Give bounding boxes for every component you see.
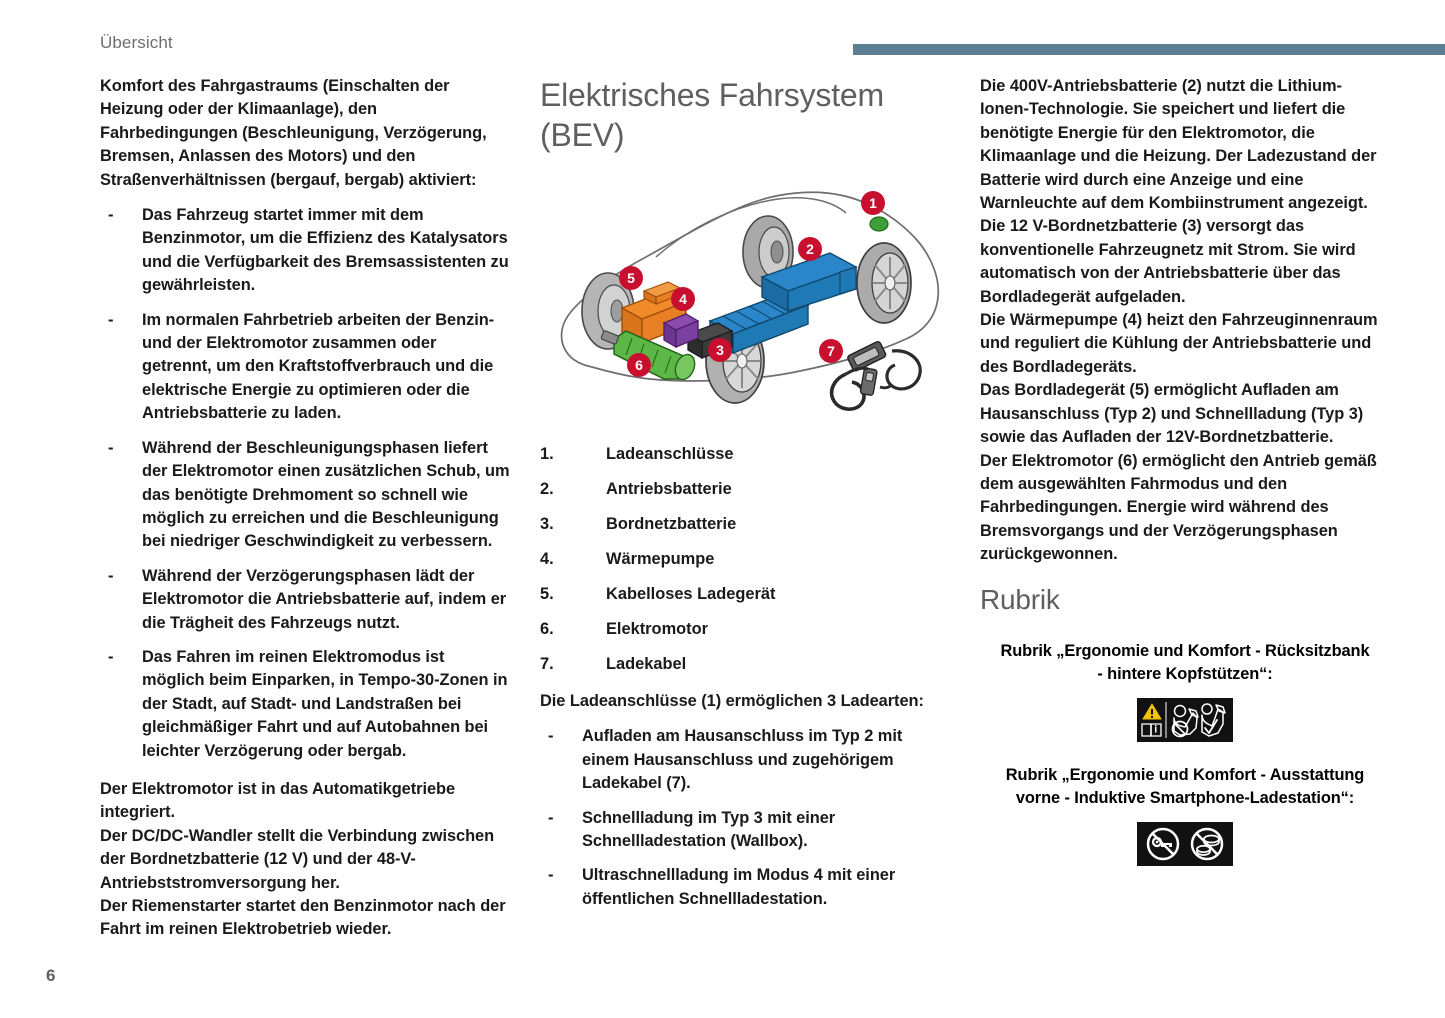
legend-index: 2. (540, 480, 554, 498)
hybrid-behaviour-list (100, 204, 510, 763)
svg-text:3: 3 (716, 342, 724, 358)
closing-paragraph-1: Der Elektromotor ist in das Automatikgetriebe integriert. (100, 779, 456, 822)
para-text-a: Der Elektromotor (980, 451, 1118, 470)
page-columns (100, 75, 1390, 942)
charging-intro-ref: (1) (701, 692, 722, 710)
callout-badge-2 (798, 237, 822, 261)
legend-index: 1. (540, 445, 554, 463)
spacer (980, 567, 1390, 582)
para-text-a: Die Wärmepumpe (980, 311, 1123, 330)
para-ref: (4) (1122, 311, 1143, 330)
list-item (540, 807, 950, 854)
callout-badge-1 (861, 191, 885, 215)
svg-text:4: 4 (679, 291, 687, 307)
left-column (100, 75, 510, 942)
rubrik-block-wireless-charging (980, 764, 1390, 866)
legend-item-6 (540, 618, 950, 640)
charging-intro-text-a: Die Ladeanschlüsse (540, 692, 702, 710)
legend-label: Bordnetzbatterie (606, 515, 737, 533)
charging-mode-text-c: . (686, 774, 691, 793)
svg-text:1: 1 (869, 195, 877, 211)
charging-mode-text-c: ). (797, 832, 808, 851)
legend-label: Antriebsbatterie (606, 480, 732, 498)
callout-badge-6 (627, 353, 651, 377)
callout-badge-3 (708, 338, 732, 362)
vehicle-diagram-svg (540, 171, 950, 421)
para-text-c: ermöglicht den Antrieb gemäß dem ausgewählten Fahrmodus und den Fahrbedingungen. Energie wird während des Bremsvorgangs und der Verzögerungsphasen zurückgewonnen. (980, 451, 1377, 564)
rubrik-heading: Rubrik (980, 583, 1060, 615)
rubrik-caption: Rubrik „Ergonomie und Komfort - Ausstattung vorne - Induktive Smartphone-Ladestation“: (1005, 765, 1365, 807)
wireless-charging-prohibition-pictogram (1137, 822, 1233, 866)
intro-paragraph: Komfort des Fahrgastraums (Einschalten der Heizung oder der Klimaanlage), den Fahrbedingungen (Beschleunigung, Verzögerung, Bremsen, Anlassen des Motors) und den Straßenverhältnissen (bergauf, bergab) aktiviert: (100, 77, 487, 189)
para-ref: (5) (1129, 381, 1150, 400)
list-item: - Während der Beschleunigungsphasen liefert der Elektromotor einen zusätzlichen Schub, um das benötigte Drehmoment so schnell wie möglich zu erreichen und die Beschleunigung bei niedriger Geschwindigkeit zu verbessern. (100, 437, 510, 554)
legend-label: Wärmepumpe (606, 550, 715, 568)
traction-battery-paragraph (980, 75, 1390, 215)
legend-index: 5. (540, 585, 554, 603)
closing-paragraph-3: Der Riemenstarter startet den Benzinmotor nach der Fahrt im reinen Elektrobetrieb wieder. (100, 897, 506, 939)
rubrik-block-headrests (980, 640, 1390, 742)
svg-text:5: 5 (627, 270, 635, 286)
legend-index: 3. (540, 515, 554, 533)
charging-intro-paragraph (540, 690, 950, 713)
section-title: Elektrisches Fahrsystem (BEV) (540, 77, 884, 153)
charge-port-indicator (870, 217, 888, 231)
legend-label: Kabelloses Ladegerät (606, 585, 776, 603)
list-item: - Das Fahrzeug startet immer mit dem Benzinmotor, um die Effizienz des Katalysators und die Verfügbarkeit des Bremsassistenten zu gewährleisten. (100, 204, 510, 298)
legend-item-7 (540, 653, 950, 675)
page-title: Übersicht (100, 33, 173, 52)
para-text-c: versorgt das konventionelle Fahrzeugnetz mit Strom. Sie wird automatisch von der Antriebsbatterie über das Bordladegerät aufgeladen. (980, 217, 1356, 306)
para-text-a: Die 400V-Antriebsbatterie (980, 77, 1182, 95)
heat-pump-paragraph (980, 309, 1390, 379)
callout-badge-4 (671, 287, 695, 311)
list-item: - Während der Verzögerungsphasen lädt der Elektromotor die Antriebsbatterie auf, indem er die Trägheit des Fahrzeugs nutzt. (100, 565, 510, 635)
charging-intro-text-c: ermöglichen 3 Ladearten: (721, 692, 924, 710)
middle-column (540, 75, 950, 942)
svg-text:7: 7 (827, 343, 835, 359)
list-item (540, 725, 950, 795)
diagram-legend-list (540, 443, 950, 675)
charging-mode-ref: (7) (666, 774, 687, 793)
para-text-c: heizt den Fahrzeuginnenraum und reguliert die Kühlung der Antriebsbatterie und des Bordladegeräts. (980, 311, 1378, 376)
header-accent-rule (853, 44, 1445, 55)
legend-index: 6. (540, 620, 554, 638)
electric-motor-paragraph (980, 450, 1390, 567)
rubrik-caption: Rubrik „Ergonomie und Komfort - Rücksitzbank - hintere Kopfstützen“: (1000, 641, 1370, 683)
legend-label: Elektromotor (606, 620, 709, 638)
list-item: - Im normalen Fahrbetrieb arbeiten der Benzin- und der Elektromotor zusammen oder getrennt, um den Kraftstoffverbrauch und die elektrische Energie zu optimieren oder die Antriebsbatterie zu laden. (100, 309, 510, 426)
para-text-c: ermöglicht Aufladen am Hausanschluss (Typ 2) und Schnellladung (Typ 3) sowie das Aufladen der 12V-Bordnetzbatterie. (980, 381, 1364, 447)
legend-index: 7. (540, 655, 554, 673)
svg-text:6: 6 (635, 357, 643, 373)
charging-mode-text-a: Schnellladung im Typ 3 mit einer Schnellladestation ( (582, 808, 836, 851)
bev-vehicle-diagram (540, 171, 950, 421)
legend-item-2 (540, 478, 950, 500)
spacer (540, 675, 950, 690)
para-text-a: Die 12 V-Bordnetzbatterie (980, 217, 1182, 236)
page-number: 6 (46, 966, 56, 985)
list-item: - Das Fahren im reinen Elektromodus ist möglich beim Einparken, in Tempo-30-Zonen in der Stadt, auf Stadt- und Landstraßen bei gleichmäßiger Fahrt und auf Autobahnen bei leichter Verzögerung oder bergab. (100, 646, 510, 763)
callout-badge-5 (619, 266, 643, 290)
legend-label: Ladeanschlüsse (606, 445, 734, 463)
para-ref: (6) (1117, 451, 1138, 470)
para-text-c: nutzt die Lithium-Ionen-Technologie. Sie speichert und liefert die benötigte Energie für den Elektromotor, die Klimaanlage und die Heizung. Der Ladezustand der Batterie wird durch eine Anzeige und eine Warnleuchte auf dem Kombiinstrument angezeigt. (980, 77, 1377, 213)
charging-mode-ref: Wallbox (735, 832, 798, 851)
legend-index: 4. (540, 550, 554, 568)
onboard-battery-paragraph (980, 215, 1390, 309)
para-ref: (3) (1181, 217, 1202, 236)
callout-badge-7 (819, 339, 843, 363)
legend-item-1 (540, 443, 950, 465)
legend-item-3 (540, 513, 950, 535)
list-item (540, 864, 950, 911)
right-column (980, 75, 1390, 942)
legend-label: Ladekabel (606, 655, 687, 673)
closing-paragraph-2: Der DC/DC-Wandler stellt die Verbindung zwischen der Bordnetzbatterie (12 V) und der 48-V-Antriebststromversorgung her. (100, 826, 495, 892)
charging-mode-text-a: Aufladen am Hausanschluss im Typ 2 mit einem Hausanschluss und zugehörigem Ladekabel (582, 727, 903, 793)
legend-item-4 (540, 548, 950, 570)
wheel-front-right (857, 243, 911, 323)
spacer (100, 763, 510, 778)
svg-text:2: 2 (806, 241, 814, 257)
onboard-charger-paragraph (980, 379, 1390, 449)
legend-item-5 (540, 583, 950, 605)
para-ref: (2) (1181, 77, 1202, 95)
page-header (0, 0, 1445, 62)
para-text-a: Das Bordladegerät (980, 381, 1130, 400)
headrest-warning-pictogram (1137, 698, 1233, 742)
charging-mode-text-a: Ultraschnellladung im Modus 4 mit einer öffentlichen Schnellladestation. (582, 866, 896, 908)
charging-modes-list (540, 725, 950, 911)
